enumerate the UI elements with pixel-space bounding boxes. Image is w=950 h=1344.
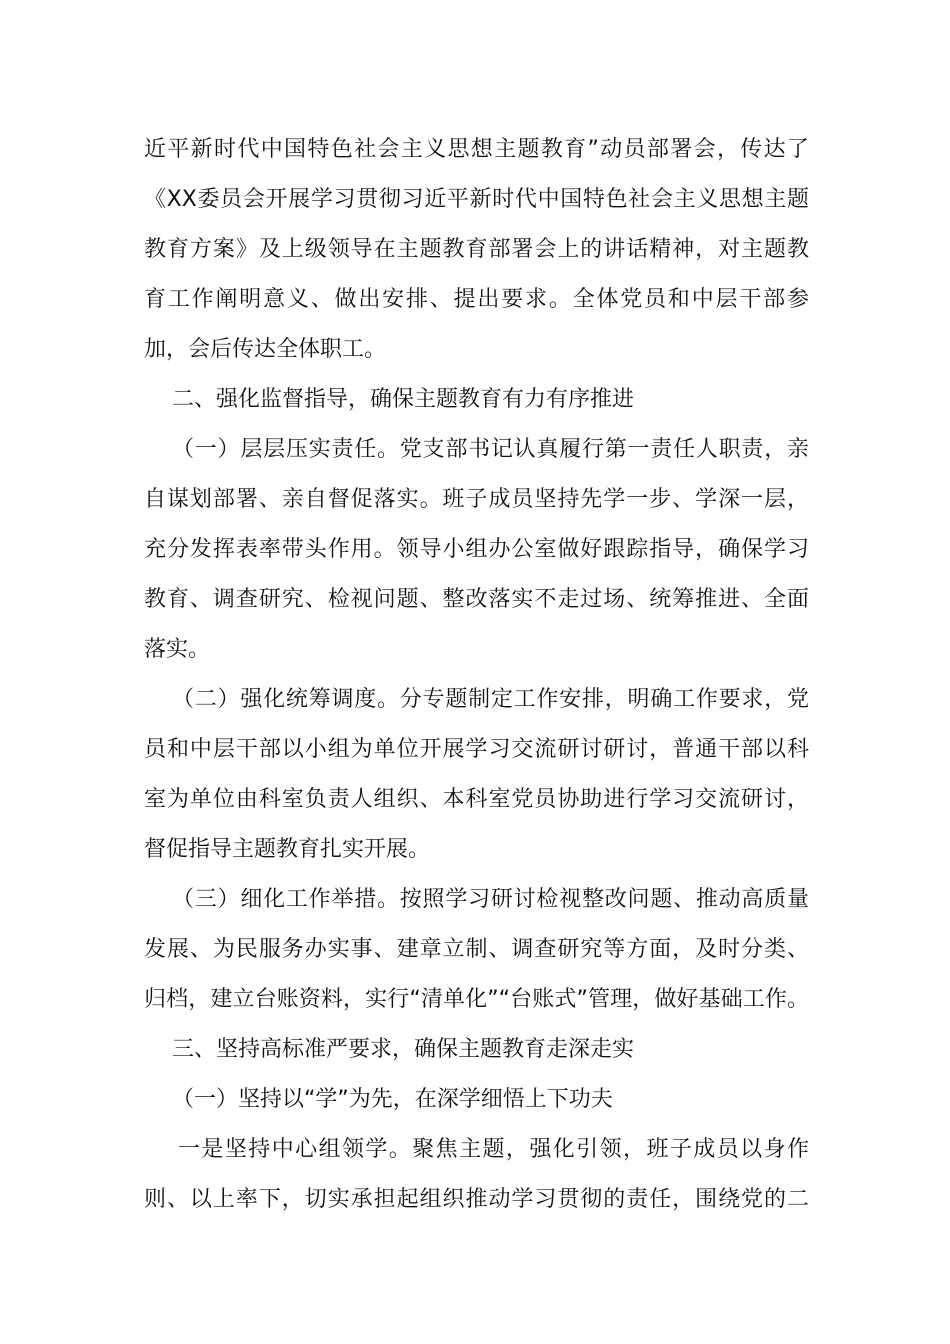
paragraph-line: 一是坚持中心组领学。聚焦主题，强化引领，班子成员以身作 (178, 1137, 809, 1162)
section-heading: 二、强化监督指导，确保主题教育有力有序推进 (172, 387, 635, 412)
paragraph-line: 加，会后传达全体职工。 (144, 337, 387, 362)
subsection-heading: （一）坚持以“学”为先，在深学细悟上下功夫 (172, 1087, 613, 1112)
paragraph-line: 归档，建立台账资料，实行“清单化”“台账式”管理，做好基础工作。 (144, 987, 809, 1012)
paragraph-line: 教育、调查研究、检视问题、整改落实不走过场、统筹推进、全面 (144, 587, 809, 612)
paragraph-line: 自谋划部署、亲自督促落实。班子成员坚持先学一步、学深一层， (144, 487, 809, 512)
paragraph-line: 发展、为民服务办实事、建章立制、调查研究等方面，及时分类、 (144, 937, 809, 962)
section-heading: 三、坚持高标准严要求，确保主题教育走深走实 (172, 1037, 635, 1062)
paragraph-line: 则、以上率下，切实承担起组织推动学习贯彻的责任，围绕党的二 (144, 1187, 809, 1212)
paragraph-line: 育工作阐明意义、做出安排、提出要求。全体党员和中层干部参 (144, 287, 809, 312)
paragraph-line: 充分发挥表率带头作用。领导小组办公室做好跟踪指导，确保学习 (144, 537, 809, 562)
paragraph-line: （三）细化工作举措。按照学习研讨检视整改问题、推动高质量 (172, 887, 809, 912)
paragraph-line: 《XX委员会开展学习贯彻习近平新时代中国特色社会主义思想主题 (144, 187, 809, 212)
paragraph-line: 督促指导主题教育扎实开展。 (144, 837, 431, 862)
paragraph-line: （一）层层压实责任。党支部书记认真履行第一责任人职责，亲 (172, 437, 809, 462)
paragraph-line: 室为单位由科室负责人组织、本科室党员协助进行学习交流研讨， (144, 787, 809, 812)
paragraph-line: 教育方案》及上级领导在主题教育部署会上的讲话精神，对主题教 (144, 237, 809, 262)
paragraph-line: （二）强化统筹调度。分专题制定工作安排，明确工作要求，党 (172, 687, 809, 712)
paragraph-line: 近平新时代中国特色社会主义思想主题教育”动员部署会，传达了 (144, 137, 809, 162)
paragraph-line: 落实。 (144, 637, 211, 662)
paragraph-line: 员和中层干部以小组为单位开展学习交流研讨研讨，普通干部以科 (144, 737, 809, 762)
